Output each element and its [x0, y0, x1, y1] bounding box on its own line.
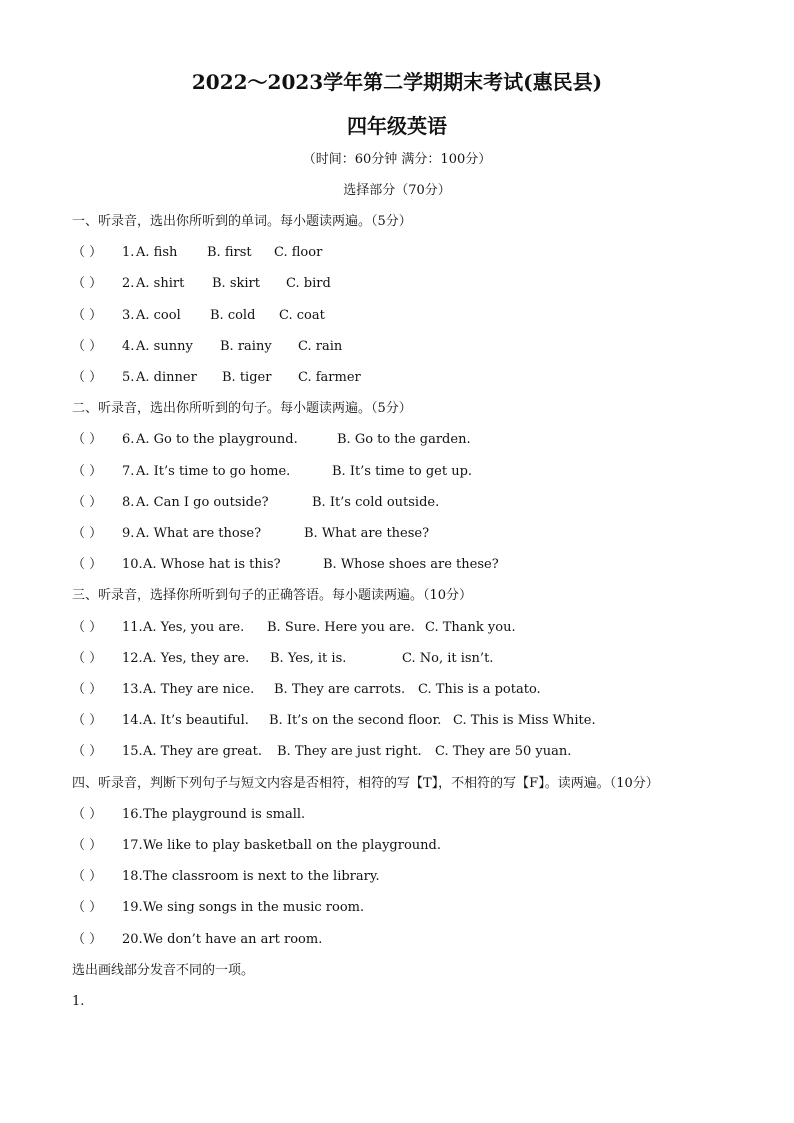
option-b: B. It’s time to get up.: [332, 464, 473, 479]
option-c: C. farmer: [298, 370, 361, 385]
option-a: A. cool: [136, 308, 181, 323]
answer-blank: （ ）: [72, 900, 103, 915]
option-b: B. Whose shoes are these?: [323, 557, 499, 572]
option-a: A. shirt: [136, 276, 185, 291]
answer-blank: （ ）: [72, 370, 103, 385]
question-number: 16.: [122, 807, 143, 822]
option-a: A. It’s beautiful.: [143, 713, 249, 728]
option-a: A. sunny: [136, 339, 193, 354]
option-b: B. What are these?: [304, 526, 430, 541]
section-4-heading: 四、听录音，判断下列句子与短文内容是否相符，相符的写【T】，不相符的写【F】。读两遍。（10分）: [72, 776, 659, 791]
exam-time-info: （时间：60分钟 满分：100分）: [302, 152, 492, 167]
option-c: C. floor: [274, 245, 323, 260]
question-number: 19.: [122, 900, 143, 915]
option-b: B. tiger: [222, 370, 272, 385]
option-c: C. rain: [298, 339, 343, 354]
exam-title: 2022～2023学年第二学期期末考试(惠民县): [191, 70, 603, 94]
option-b: B. cold: [210, 308, 256, 323]
option-c: C. No, it isn’t.: [402, 651, 494, 666]
option-a: A. Go to the playground.: [136, 432, 298, 447]
option-b: B. skirt: [212, 276, 260, 291]
option-b: B. They are carrots.: [274, 682, 406, 697]
option-c: C. coat: [279, 308, 325, 323]
answer-blank: （ ）: [72, 464, 103, 479]
answer-blank: （ ）: [72, 713, 103, 728]
answer-blank: （ ）: [72, 651, 103, 666]
question-number: 10.: [122, 557, 143, 572]
section-2-heading: 二、听录音，选出你所听到的句子。每小题读两遍。（5分）: [72, 401, 412, 416]
question-number: 2.: [122, 276, 135, 291]
option-c: C. This is Miss White.: [453, 713, 596, 728]
option-b: B. Yes, it is.: [270, 651, 347, 666]
answer-blank: （ ）: [72, 869, 103, 884]
question-number: 6.: [122, 432, 135, 447]
section-3-heading: 三、听录音，选择你所听到句子的正确答语。每小题读两遍。（10分）: [72, 588, 473, 603]
answer-blank: （ ）: [72, 744, 103, 759]
option-a: A. fish: [136, 245, 178, 260]
question-number: 20.: [122, 932, 143, 947]
option-c: C. They are 50 yuan.: [435, 744, 572, 759]
answer-blank: （ ）: [72, 807, 103, 822]
answer-blank: （ ）: [72, 245, 103, 260]
option-a: A. They are great.: [143, 744, 262, 759]
question-number: 7.: [122, 464, 135, 479]
answer-blank: （ ）: [72, 620, 103, 635]
answer-blank: （ ）: [72, 526, 103, 541]
answer-blank: （ ）: [72, 495, 103, 510]
answer-blank: （ ）: [72, 932, 103, 947]
option-a: A. dinner: [136, 370, 197, 385]
exam-part-label: 选择部分（70分）: [343, 183, 451, 198]
option-b: B. They are just right.: [277, 744, 422, 759]
option-a: A. Yes, they are.: [143, 651, 250, 666]
question-number: 8.: [122, 495, 135, 510]
question-number: 17.: [122, 838, 143, 853]
question-number: 3.: [122, 308, 135, 323]
option-b: B. It’s on the second floor.: [269, 713, 442, 728]
question-number: 4.: [122, 339, 135, 354]
answer-blank: （ ）: [72, 308, 103, 323]
statement-text: The classroom is next to the library.: [143, 869, 380, 884]
pronunciation-question-number: 1.: [72, 994, 85, 1009]
option-b: B. first: [207, 245, 252, 260]
option-a: A. Yes, you are.: [143, 620, 245, 635]
option-b: B. rainy: [220, 339, 272, 354]
section-1-heading: 一、听录音，选出你所听到的单词。每小题读两遍。（5分）: [72, 214, 412, 229]
pronunciation-instruction: 选出画线部分发音不同的一项。: [72, 963, 255, 978]
question-number: 18.: [122, 869, 143, 884]
option-a: A. Whose hat is this?: [143, 557, 281, 572]
question-number: 11.: [122, 620, 143, 635]
answer-blank: （ ）: [72, 339, 103, 354]
question-number: 1.: [122, 245, 135, 260]
answer-blank: （ ）: [72, 557, 103, 572]
option-c: C. bird: [286, 276, 331, 291]
option-b: B. Go to the garden.: [337, 432, 471, 447]
question-number: 13.: [122, 682, 143, 697]
option-b: B. It’s cold outside.: [312, 495, 440, 510]
option-c: C. This is a potato.: [418, 682, 541, 697]
question-number: 14.: [122, 713, 143, 728]
answer-blank: （ ）: [72, 838, 103, 853]
option-b: B. Sure. Here you are.: [267, 620, 415, 635]
exam-subtitle: 四年级英语: [347, 114, 447, 138]
question-number: 12.: [122, 651, 143, 666]
statement-text: We sing songs in the music room.: [143, 900, 365, 915]
statement-text: The playground is small.: [143, 807, 306, 822]
option-a: A. It’s time to go home.: [136, 464, 291, 479]
statement-text: We don’t have an art room.: [143, 932, 323, 947]
question-number: 5.: [122, 370, 135, 385]
question-number: 9.: [122, 526, 135, 541]
answer-blank: （ ）: [72, 682, 103, 697]
answer-blank: （ ）: [72, 432, 103, 447]
option-a: A. Can I go outside?: [136, 495, 269, 510]
statement-text: We like to play basketball on the playground.: [143, 838, 441, 853]
option-a: A. They are nice.: [143, 682, 255, 697]
option-a: A. What are those?: [136, 526, 262, 541]
answer-blank: （ ）: [72, 276, 103, 291]
question-number: 15.: [122, 744, 143, 759]
option-c: C. Thank you.: [425, 620, 516, 635]
